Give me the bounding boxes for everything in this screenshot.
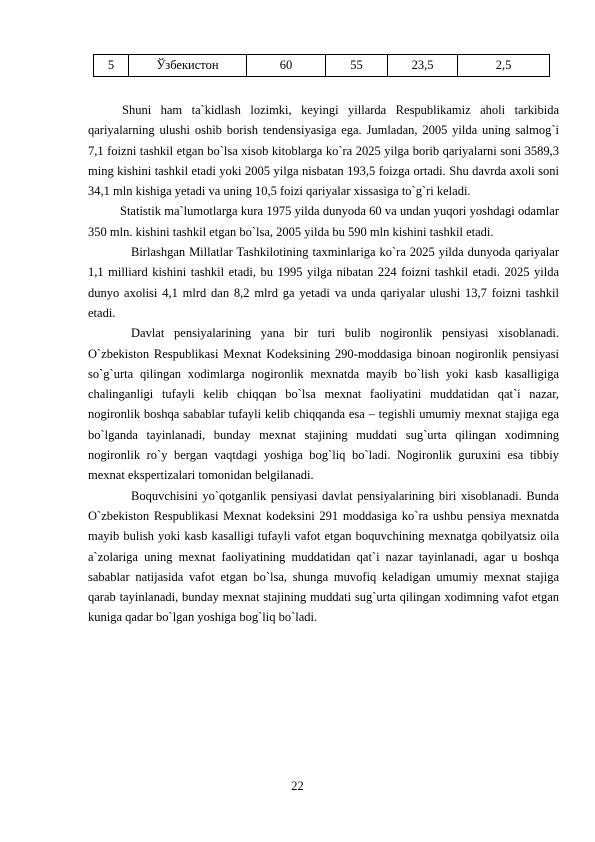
body-text — [88, 100, 559, 628]
table-cell-number: 5 — [94, 55, 129, 77]
statistics-table — [93, 54, 550, 77]
table-cell-value: 60 — [247, 55, 326, 77]
table-row — [94, 55, 550, 77]
paragraph: Boquvchisini yo`qotganlik pensiyasi davlat pensiyalarining biri xisoblanadi. Bunda O`zbekiston Respublikasi Mexnat kodeksini 291 moddasiga ko`ra ushbu pensiya mexnatda mayib bulish yoki kasb kasalligi tufayli vafot etgan boquvchining mexnatga qobilyatsiz oila a`zolariga uning mexnat faoliyatining muddatidan qat`i nazar tayinlanadi, agar u boshqa sabablar natijasida vafot etgan bo`lsa, shunga muvofiq keladigan umumiy mexnat stajiga qarab tayinlanadi, bunday mexnat stajining muddati sug`urta qilingan xodimning vafot etgan kuniga qadar bo`lgan yoshiga bog`liq bo`ladi. — [88, 488, 559, 625]
table-cell-country: Ўзбекистон — [129, 55, 247, 77]
paragraph: Statistik ma`lumotlarga kura 1975 yilda dunyoda 60 va undan yuqori yoshdagi odamlar 350 mln. kishini tashkil etgan bo`lsa, 2005 yilda bu 590 mln kishini tashkil etadi. — [88, 204, 559, 239]
table-cell-value: 55 — [326, 55, 388, 77]
paragraph: Davlat pensiyalarining yana bir turi bulib nogironlik pensiyasi xisoblanadi. O`zbekiston Respublikasi Mexnat Kodeksining 290-moddasiga binoan nogironlik pensiyasi so`g`urta qilingan xodimlarga nogironlik mexnatda mayib bo`lish yoki kasb kasalligiga chalinganligi tufayli kelib chiqqan bo`lsa mexnat faoliyatini muddatidan qat`i nazar, nogironlik boshqa sabablar tufayli kelib chiqqanda esa – tegishli umumiy mexnat stajiga ega bo`lganda tayinlanadi, bunday mexnat stajining muddati sug`urta qilingan xodimning nogironlik ro`y bergan vaqtdagi yoshiga bog`liq bo`ladi. Nogironlik guruxini esa tibbiy mexnat ekspertizalari tomonidan belgilanadi. — [88, 326, 559, 483]
table-cell-value: 23,5 — [388, 55, 458, 77]
table-cell-value: 2,5 — [458, 55, 550, 77]
paragraph: Shuni ham ta`kidlash lozimki, keyingi yillarda Respublikamiz aholi tarkibida qariyalarning ulushi oshib borish tendensiyasiga ega. Jumladan, 2005 yilda uning salmog`i 7,1 foizni tashkil etgan bo`lsa xisob kitoblarga ko`ra 2025 yilga borib qariyalarni soni 3589,3 ming kishini tashkil etadi yoki 2005 yilga nisbatan 193,5 foizga ortadi. Shu davrda axoli soni 34,1 mln kishiga yetadi va uning 10,5 foizi qariyalar xissasiga to`g`ri keladi. — [88, 103, 559, 199]
page-number: 22 — [291, 779, 304, 793]
paragraph: Birlashgan Millatlar Tashkilotining taxminlariga ko`ra 2025 yilda dunyoda qariyalar 1,1 milliard kishini tashkil etadi, bu 1995 yilga nibatan 224 foizni tashkil etadi. 2025 yilda dunyo axolisi 4,1 mlrd dan 8,2 mlrd ga yetadi va unda qariyalar ulushi 13,7 foizni tashkil etadi. — [88, 245, 559, 320]
